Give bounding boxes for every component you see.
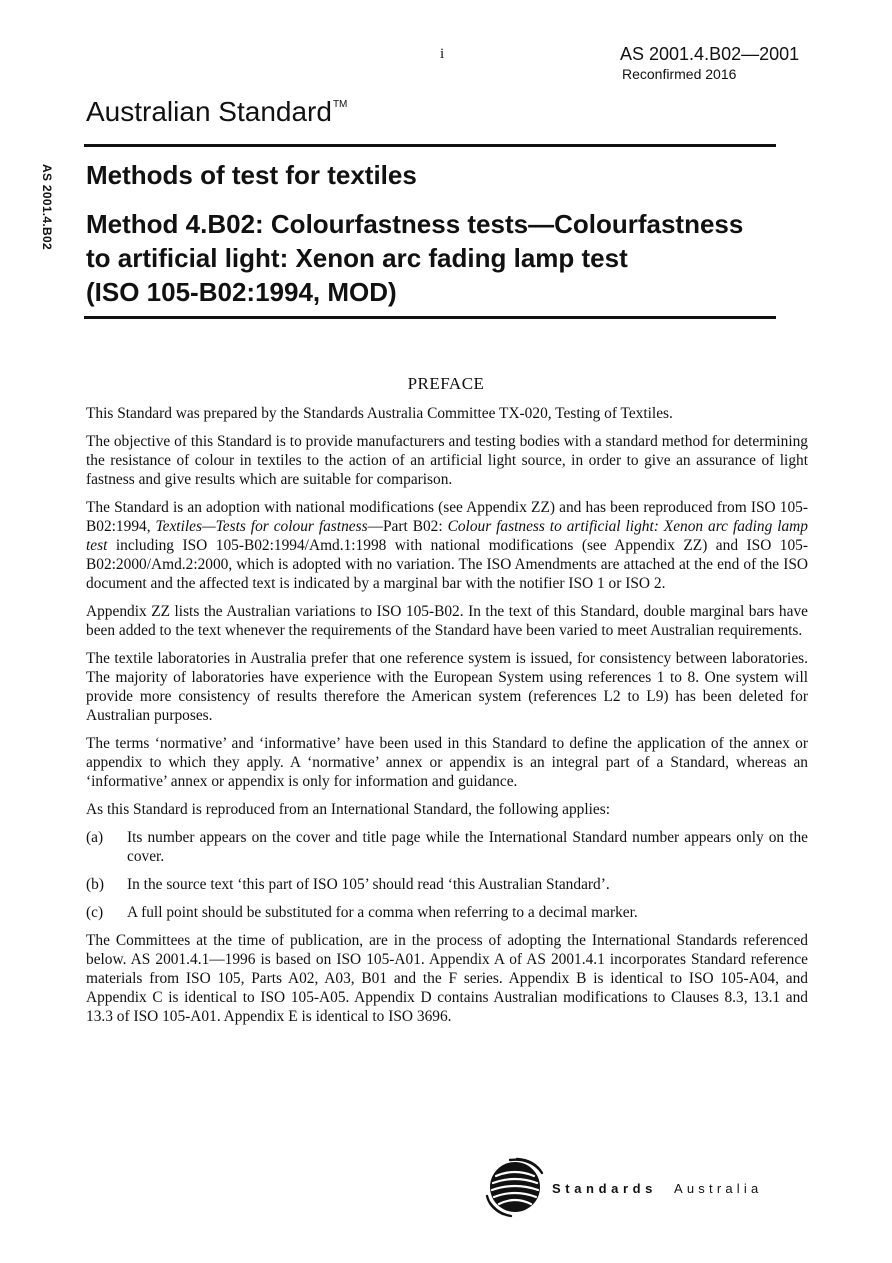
brand-name: Australian Standard bbox=[86, 96, 332, 127]
preface-paragraph: This Standard was prepared by the Standards Australia Committee TX-020, Testing of Textiles. bbox=[86, 405, 673, 422]
list-label: (b) bbox=[86, 876, 104, 893]
method-title bbox=[86, 207, 806, 309]
series-title: Methods of test for textiles bbox=[86, 160, 417, 190]
bottom-rule bbox=[84, 316, 776, 319]
text-run: —Part B02: bbox=[367, 518, 448, 535]
text-run: The Standard is an adoption with national modifications (see Appendix ZZ) and has been reproduced from ISO 105-B02:1994, bbox=[86, 499, 808, 535]
page-number: i bbox=[440, 46, 445, 62]
list-label: (c) bbox=[86, 904, 104, 921]
trademark-mark: TM bbox=[332, 98, 348, 110]
list-item bbox=[86, 828, 808, 866]
list-text: A full point should be substituted for a comma when referring to a decimal marker. bbox=[127, 904, 638, 921]
top-rule bbox=[84, 144, 776, 147]
preface-heading: PREFACE bbox=[407, 374, 485, 393]
list-item bbox=[86, 903, 808, 922]
standards-australia-globe-icon bbox=[484, 1156, 546, 1218]
preface-body bbox=[86, 404, 808, 1035]
side-label-text: AS 2001.4.B02 bbox=[40, 164, 54, 250]
italic-text-run: Textiles—Tests for colour fastness bbox=[155, 518, 368, 535]
preface-paragraph bbox=[86, 498, 808, 593]
preface-paragraph: Appendix ZZ lists the Australian variations to ISO 105-B02. In the text of this Standard, double marginal bars have been added to the text whenever the requirements of the Standard have been varied to meet Australian requirements. bbox=[86, 603, 808, 639]
standards-australia-logo bbox=[484, 1156, 804, 1216]
text-run: including ISO 105-B02:1994/Amd.1:1998 with national modifications (see Appendix ZZ) and ISO 105-B02:2000/Amd.2:2000, which is adopted with no variation. The ISO Amendments are attached at the end of the ISO document and the affected text is indicated by a marginal bar with the notifier ISO 1 or ISO 2. bbox=[86, 537, 808, 592]
italic-text-run: Colour fastness to artificial light: Xenon arc fading lamp test bbox=[86, 518, 808, 554]
preface-paragraph: The Committees at the time of publication, are in the process of adopting the International Standards referenced below. AS 2001.4.1—1996 is based on ISO 105-A01. Appendix A of AS 2001.4.1 incorporates Standard reference materials from ISO 105, Parts A02, A03, B01 and the F series. Appendix B is identical to ISO 105-A04, and Appendix C is identical to ISO 105-A05. Appendix D contains Australian modifications to Clauses 8.3, 13.1 and 13.3 of ISO 105-A01. Appendix E is identical to ISO 3696. bbox=[86, 932, 808, 1025]
list-item bbox=[86, 875, 808, 894]
preface-paragraph: The textile laboratories in Australia prefer that one reference system is issued, for consistency between laboratories. The majority of laboratories have experience with the European System using references 1 to 8. One system will provide more consistency of results therefore the American system (references L2 to L9) has been deleted for Australian purposes. bbox=[86, 650, 808, 724]
preface-paragraph: As this Standard is reproduced from an International Standard, the following applies: bbox=[86, 801, 611, 818]
brand-title bbox=[86, 96, 347, 128]
list-label: (a) bbox=[86, 829, 104, 846]
standard-number: AS 2001.4.B02—2001 bbox=[620, 44, 800, 64]
preface-paragraph: The objective of this Standard is to provide manufacturers and testing bodies with a standard method for determining the resistance of colour in textiles to the action of an artificial light source, in order to give an assurance of light fastness and give results which are suitable for comparison. bbox=[86, 433, 808, 488]
logo-text-australia: Australia bbox=[674, 1181, 763, 1196]
method-title-line: (ISO 105-B02:1994, MOD) bbox=[86, 277, 397, 307]
list-text: In the source text ‘this part of ISO 105’ should read ‘this Australian Standard’. bbox=[127, 876, 610, 893]
method-title-line: Method 4.B02: Colourfastness tests—Colourfastness bbox=[86, 209, 744, 239]
reconfirmed-note: Reconfirmed 2016 bbox=[622, 66, 737, 82]
side-label bbox=[34, 164, 56, 264]
logo-text-standards: Standards bbox=[552, 1181, 657, 1196]
list-text: Its number appears on the cover and title page while the International Standard number appears only on the cover. bbox=[127, 829, 808, 865]
method-title-line: to artificial light: Xenon arc fading lamp test bbox=[86, 243, 628, 273]
preface-paragraph: The terms ‘normative’ and ‘informative’ have been used in this Standard to define the application of the annex or appendix to which they apply. A ‘normative’ annex or appendix is an integral part of a Standard, whereas an ‘informative’ annex or appendix is only for information and guidance. bbox=[86, 735, 808, 790]
